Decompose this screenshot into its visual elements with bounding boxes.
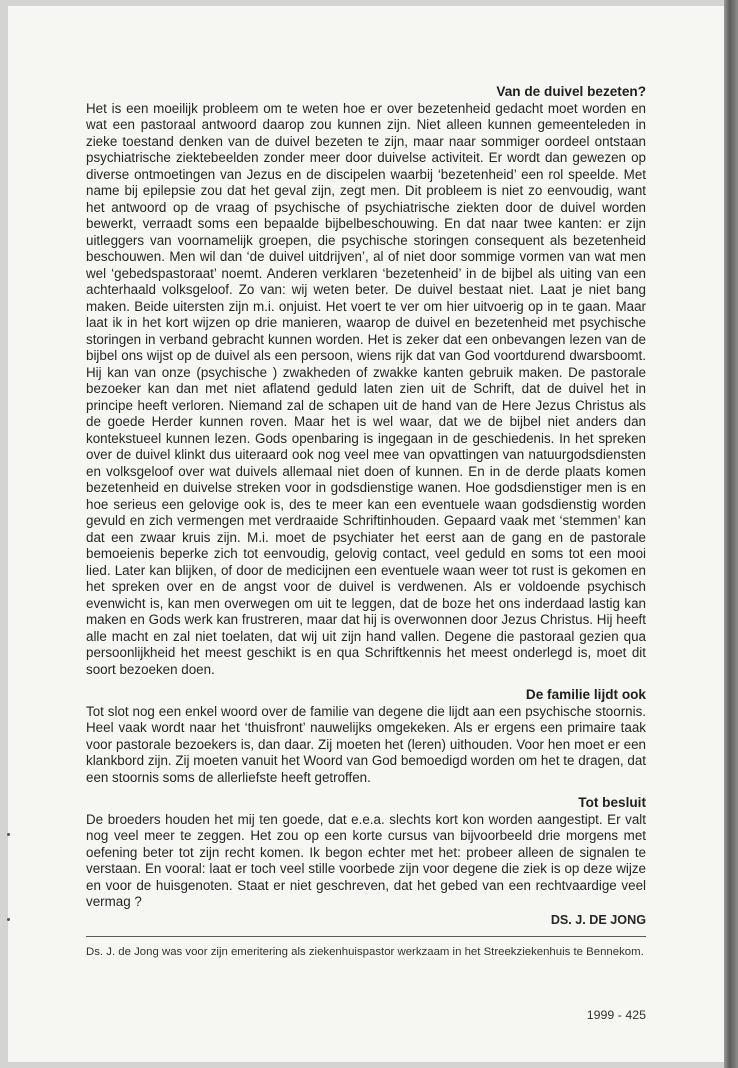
section-body-besluit: De broeders houden het mij ten goede, dat e.e.a. slechts kort kon worden aangestipt. Er valt nog veel meer te zeggen. Het zou op een korte cursus van bijvoorbeeld drie morgens met oefening beter tot zijn recht komen. Ik begon echter met het: probeer alleen de signalen te verstaan. En vooral: laat er toch veel stille voorbede zijn voor degene die ziek is op deze wijze en voor de huisgenoten. Staat er niet geschreven, dat het gebed van een rechtvaardige veel vermag ?	[86, 811, 646, 909]
divider	[86, 936, 646, 937]
page-number: 1999 - 425	[586, 1008, 646, 1022]
author-bio: Ds. J. de Jong was voor zijn emeritering als ziekenhuispastor werkzaam in het Streekziekenhuis te Bennekom.	[86, 946, 644, 958]
author-signature: DS. J. DE JONG	[550, 912, 646, 927]
article	[86, 84, 646, 960]
margin-dot	[7, 833, 10, 836]
section-heading-familie: De familie lijdt ook	[525, 687, 646, 702]
section-body-familie: Tot slot nog een enkel woord over de familie van degene die lijdt aan een psychische stoornis. Heel vaak wordt naar het ‘thuisfront’ nauwelijks omgekeken. Als er ergens een primaire taak voor pastorale bezoekers is, dan daar. Zij moeten het (leren) uithouden. Voor hen moet er een klankbord zijn. Zij moeten vanuit het Woord van God bemoedigd worden om het te dragen, dat een stoornis soms de allerliefste heeft getroffen.	[86, 703, 646, 785]
page-edge-shadow	[724, 0, 738, 1068]
section-heading-besluit: Tot besluit	[578, 795, 646, 810]
section-body-bezeten: Het is een moeilijk probleem om te weten hoe er over bezetenheid gedacht moet worden en wat een pastoraal antwoord daarop zou kunnen zijn. Niet alleen kunnen gemeenteleden in zieke toestand denken van de duivel bezeten te zijn, maar naar sommiger oordeel ontstaan psychiatrische ziektebeelden zonder meer door duivelse activiteit. Er wordt dan gewezen op diverse ontmoetingen van Jezus en de discipelen waarbij ‘bezetenheid’ een rol speelde. Met name bij epilepsie zou dat het geval zijn, zegt men. Dit probleem is niet zo eenvoudig, want het antwoord op de vraag of psychische of psychiatrische ziekten door de duivel worden bewerkt, verraadt soms een bepaalde bijbelbeschouwing. En dat naar twee kanten: er zijn uitleggers van voornamelijk groepen, die psychische storingen consequent als bezetenheid beschouwen. Men wil dan ‘de duivel uitdrijven’, al of niet door sommige vormen van wat men wel ‘gebedspastoraat’ noemt. Anderen verklaren ‘bezetenheid’ in de bijbel als uiting van een achterhaald volksgeloof. Zo van: wij weten beter. De duivel bestaat niet. Laat je niet bang maken. Beide uitersten zijn m.i. onjuist. Het voert te ver om hier uitvoerig op in te gaan. Maar laat ik in het kort wijzen op drie manieren, waarop de duivel en bezetenheid met psychische storingen in verband gebracht kunnen worden. Het is zeker dat een onbevangen lezen van de bijbel ons wijst op de duivel als een persoon, wiens rijk dat van God voortdurend dwarsboomt. Hij kan van onze (psychische ) zwakheden of zwakke kanten gebruik maken. De pastorale bezoeker kan dan met niet aflatend geduld laten zien uit de Schrift, dat de duivel het in principe heeft verloren. Niemand zal de schapen uit de hand van de Here Jezus Christus als de goede Herder kunnen roven. Maar het is wel waar, dat we de bijbel niet anders dan kontekstueel kunnen lezen. Gods openbaring is ingegaan in de geschiedenis. In het spreken over de duivel klinkt dus uiteraard ook nog veel mee van opvattingen van natuurgodsdiensten en volksgeloof over wat duivels allemaal niet doen of kunnen. En in de derde plaats komen bezetenheid en duivelse streken voor in godsdienstige wanen. Hoe godsdienstiger men is en hoe serieus een gelovige ook is, des te meer kan een eventuele waan godsdienstig worden gevuld en zich vermengen met verdraaide Schriftinhouden. Gepaard vaak met ‘stemmen’ kan dat een zwaar kruis zijn. M.i. moet de psychiater het eerst aan de gang en de pastorale bemoeienis beperke zich tot eenvoudig, gelovig contact, veel geduld en soms tot een mooi lied. Later kan blijken, of door de medicijnen een eventuele waan weer tot rust is gekomen en het spreken over en de angst voor de duivel is verdwenen. Als er voldoende psychisch evenwicht is, kan men overwegen om uit te leggen, dat de boze het ons inderdaad lastig kan maken en Gods werk kan frustreren, maar dat hij is overwonnen door Jezus Christus. Hij heeft alle macht en zal niet toelaten, dat wij uit zijn hand vallen. Degene die pastoraal gezien qua persoonlijkheid het meest geschikt is en qua Schriftkennis het meest onderlegd is, moet dit soort bezoeken doen.	[86, 100, 646, 677]
section-heading-bezeten: Van de duivel bezeten?	[496, 84, 646, 99]
margin-dot	[7, 918, 10, 921]
